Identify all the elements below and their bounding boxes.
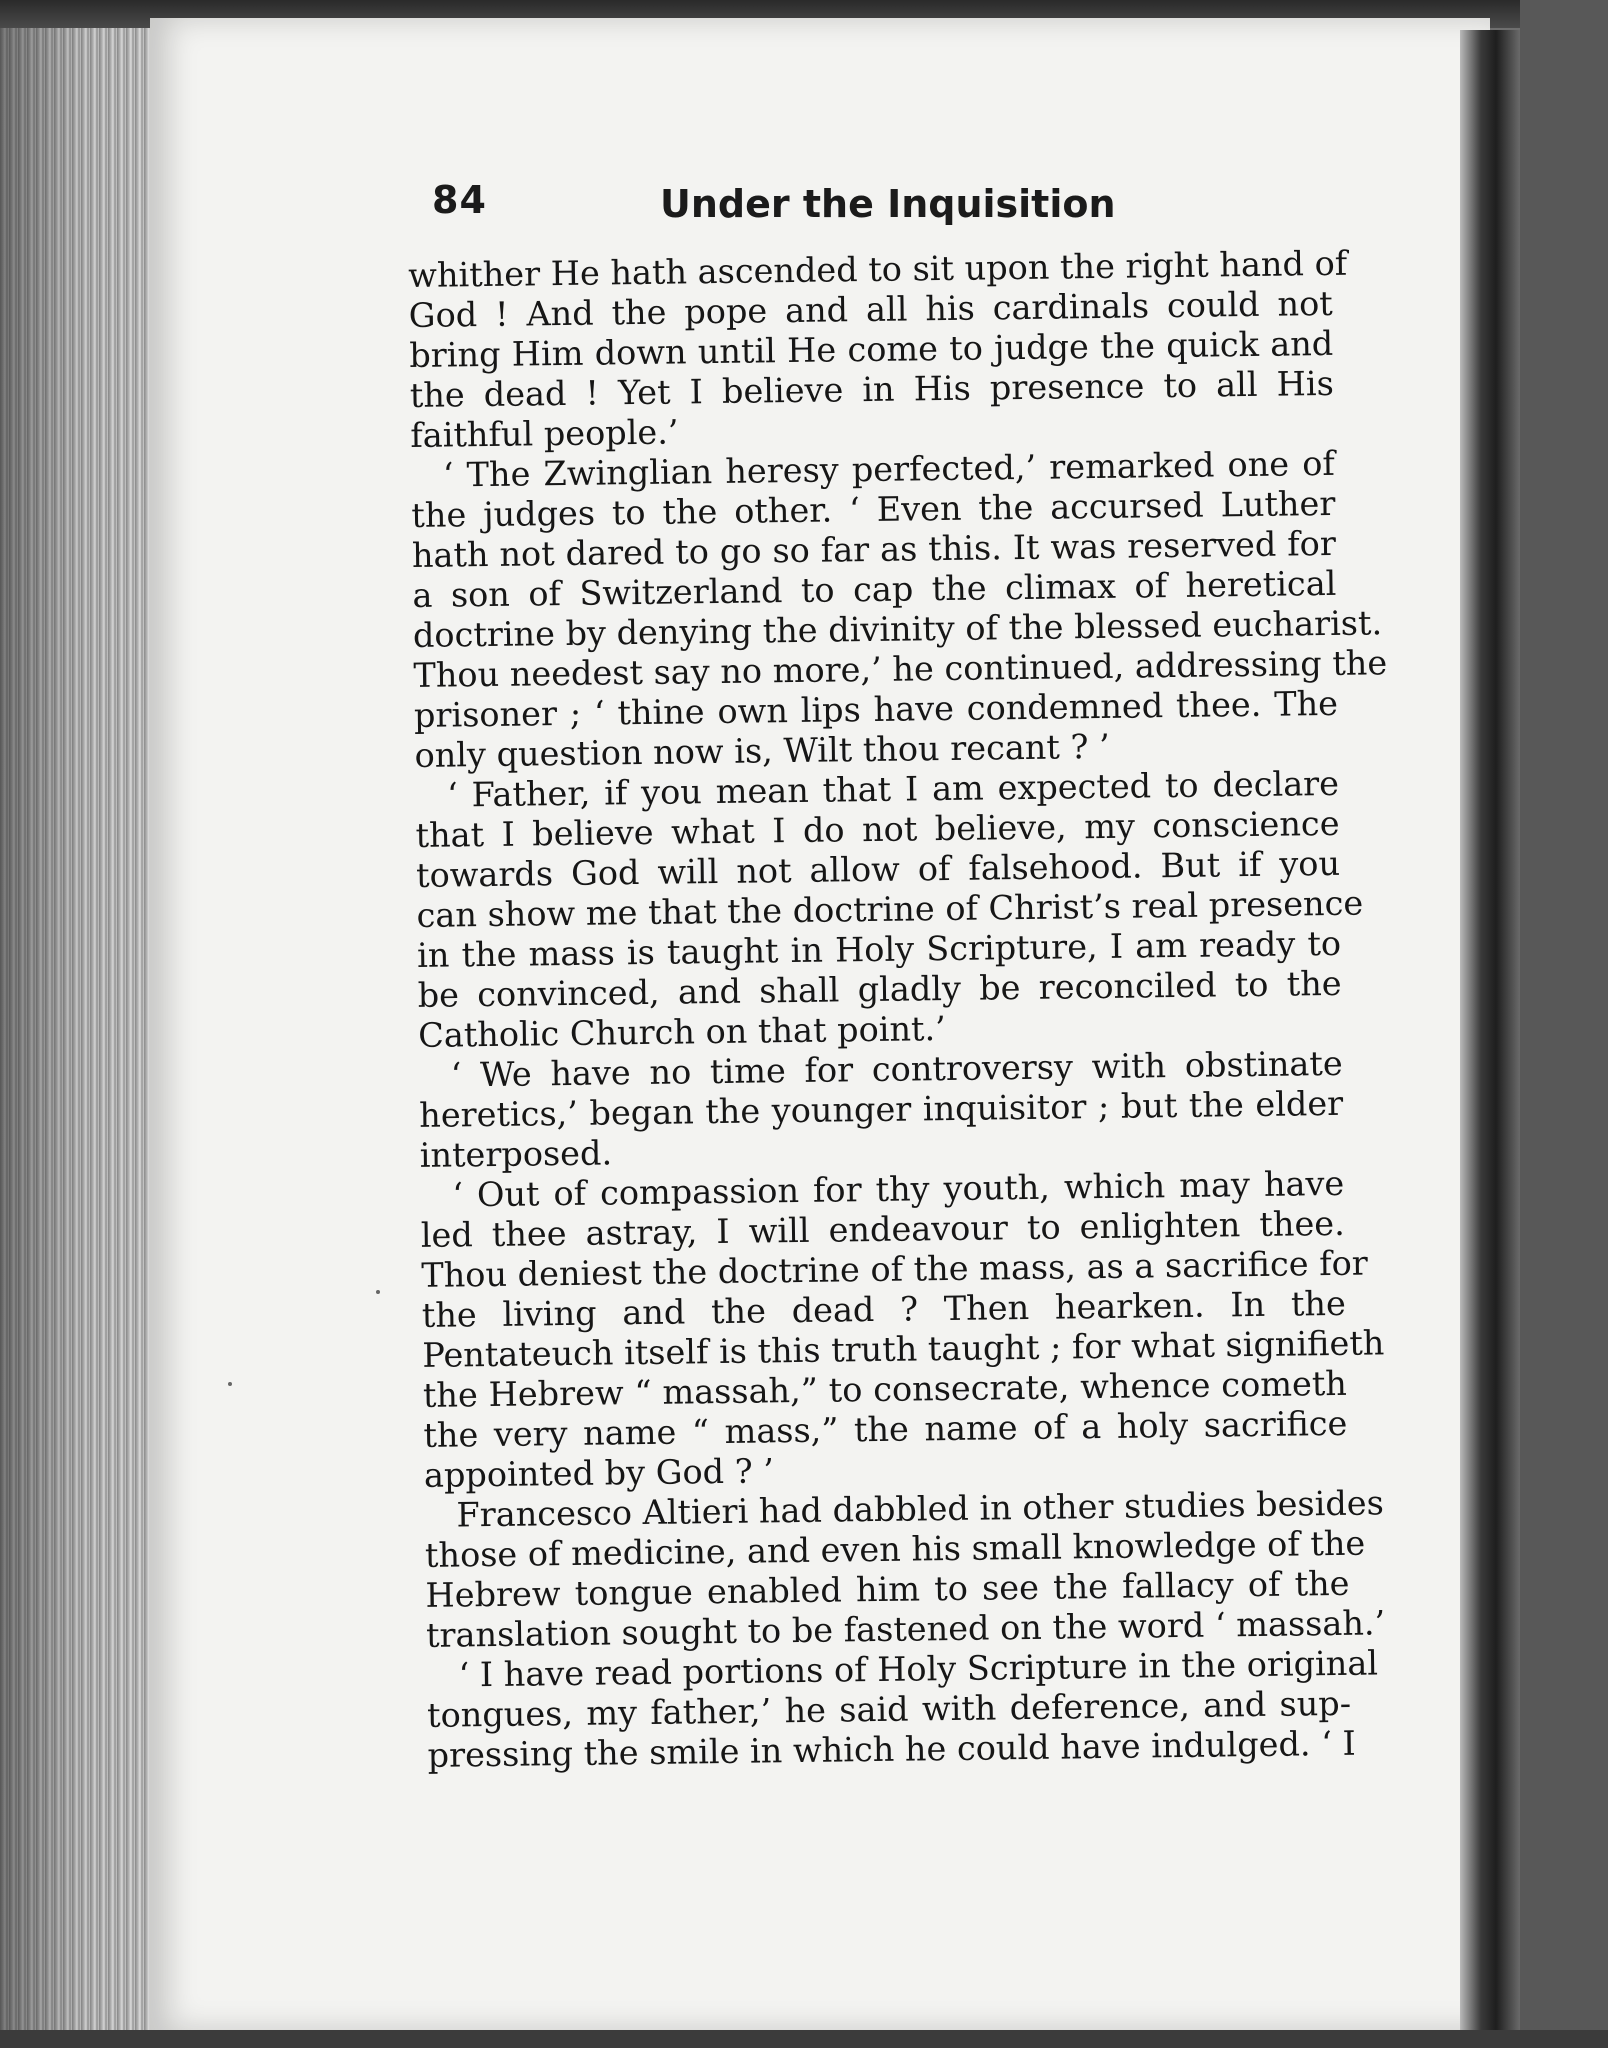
text-line: Hebrew tongue enabled him to see the fallacy of the [425, 1563, 1350, 1615]
text-line: appointed by God ? ’ [423, 1451, 775, 1495]
scan-speck [376, 1290, 380, 1294]
text-line: ‘ Father, if you mean that I am expected to declare [446, 763, 1340, 815]
page-gutter-edge [1460, 30, 1520, 2048]
body-text [408, 243, 1388, 1776]
text-line: whither He hath ascended to sit upon the right hand of [408, 243, 1348, 295]
scan-speck [228, 1382, 232, 1386]
text-line: can show me that the doctrine of Christ’s real presence [416, 883, 1364, 935]
text-line: ‘ I have read portions of Holy Scripture in the original [458, 1643, 1379, 1695]
text-line: heretics,’ began the younger inquisitor ; but the elder [418, 1083, 1344, 1135]
text-line: a son of Switzerland to cap the climax of heretical [412, 563, 1337, 615]
scan-background [1520, 0, 1608, 2048]
text-line: tongues, my father,’ he said with deference, and sup- [426, 1683, 1352, 1735]
text-line: hath not dared to go so far as this. It was reserved for [411, 523, 1337, 575]
text-line: the judges to the other. ‘ Even the accursed Luther [411, 483, 1336, 535]
text-line: Thou deniest the doctrine of the mass, as a sacrifice for [421, 1243, 1369, 1295]
text-line: only question now is, Wilt thou recant ? ’ [414, 726, 1110, 775]
text-line: the living and the dead ? Then hearken. In the [421, 1283, 1347, 1335]
running-title: Under the Inquisition [660, 182, 1116, 226]
text-line: be convinced, and shall gladly be reconciled to the [417, 963, 1342, 1015]
text-line: Francesco Altieri had dabbled in other studies besides [456, 1483, 1385, 1535]
text-line: ‘ Out of compassion for thy youth, which may have [452, 1163, 1345, 1215]
text-line: prisoner ; ‘ thine own lips have condemned thee. The [413, 683, 1339, 735]
text-line: ‘ We have no time for controversy with obstinate [450, 1043, 1343, 1095]
text-line: interposed. [419, 1133, 613, 1175]
text-line: Catholic Church on that point.’ [417, 1009, 947, 1055]
page-number: 84 [432, 178, 487, 222]
text-line: Pentateuch itself is this truth taught ; for what signifieth [422, 1323, 1385, 1375]
page-header [432, 178, 1132, 234]
text-line: translation sought to be fastened on the word ‘ massah.’ [425, 1603, 1386, 1655]
text-line: God ! And the pope and all his cardinals could not [408, 283, 1333, 335]
text-line: towards God will not allow of falsehood. But if you [415, 843, 1341, 895]
text-line: in the mass is taught in Holy Scripture, I am ready to [416, 923, 1342, 975]
text-line: Thou needest say no more,’ he continued, addressing the [413, 643, 1388, 695]
text-line: the very name “ mass,” the name of a holy sacrifice [423, 1403, 1348, 1455]
text-line: bring Him down until He come to judge the quick and [409, 323, 1334, 375]
text-line: those of medicine, and even his small knowledge of the [424, 1523, 1366, 1575]
text-line: ‘ The Zwinglian heresy perfected,’ remarked one of [442, 443, 1336, 495]
text-line: pressing the smile in which he could have indulged. ‘ I [427, 1723, 1356, 1775]
text-line: the dead ! Yet I believe in His presence to all His [409, 363, 1335, 415]
text-line: that I believe what I do not believe, my conscience [415, 803, 1340, 855]
text-line: faithful people.’ [410, 412, 679, 455]
scan-bottom-edge [0, 2030, 1608, 2048]
text-line: led thee astray, I will endeavour to enlighten thee. [420, 1203, 1345, 1255]
text-line: the Hebrew “ massah,” to consecrate, whence cometh [422, 1363, 1348, 1415]
text-line: doctrine by denying the divinity of the blessed eucharist. [412, 603, 1383, 655]
